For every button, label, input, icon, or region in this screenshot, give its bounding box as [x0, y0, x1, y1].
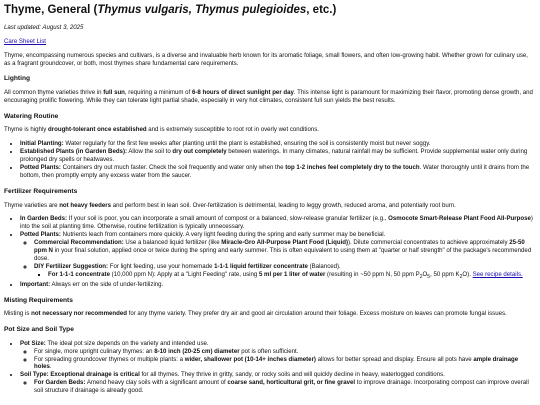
last-updated: Last updated: August 3, 2025: [4, 23, 84, 31]
intro-paragraph: Thyme, encompassing numerous species and cultivars, is a diverse and invaluable herb known for its aromatic foliage, small flowers, and often low-growing habit. Whether grown for culinary use, as a fragrant groundcover, or both, most thymes share fundamental care requirements.: [4, 51, 528, 67]
watering-list: [4, 140, 536, 180]
list-item: ◦ For single, more upright culinary thymes: an 8-10 inch (20-25 cm) diameter pot is often sufficient.: [34, 348, 536, 356]
watering-paragraph: Thyme is highly drought-tolerant once established and is extremely susceptible to root rot in overly wet conditions.: [4, 126, 319, 134]
recipe-details-link[interactable]: See recipe details.: [472, 270, 523, 278]
misting-heading: Misting Requirements: [4, 296, 73, 304]
list-item: ▪ For 1-1-1 concentrate (10,000 ppm N): Apply at a "Light Feeding" rate, using 5 ml per 1 liter of water (resulting in ~50 ppm N, 50 ppm $P_2O_5$, 50 ppm $K_2O$). See recipe details.: [48, 271, 536, 281]
pot-soil-list: [4, 340, 536, 395]
list-item: ◦ For Garden Beds: Amend heavy clay soils with a significant amount of coarse sand, horticultural grit, or fine gravel to improve drainage. Incorporating compost can improve overall soil structure if drainage is already good.: [34, 379, 536, 395]
lighting-heading: Lighting: [4, 75, 30, 83]
list-item: • Potted Plants: Containers dry out much faster. Check the soil frequently and water only when the top 1-2 inches feel completely dry to the touch. Water thoroughly until it drains from the bottom, then promptly empty any excess water from the saucer.: [20, 164, 536, 180]
list-item: • Pot Size: The ideal pot size depends on the variety and intended use. ◦ For single, more upright culinary thymes: an 8-10 inch (20-25 cm) diameter pot is often sufficient. ◦ For spreading groundcover thymes or multiple plants: a wider, shallower pot (10-14+ inches diameter) allows for better spread and display. Ensure all pots have ample drainage holes.: [20, 340, 536, 372]
list-item: ◦ For spreading groundcover thymes or multiple plants: a wider, shallower pot (10-14+ inches diameter) allows for better spread and display. Ensure all pots have ample drainage holes.: [34, 356, 536, 372]
list-item: • Established Plants (in Garden Beds): Allow the soil to dry out completely between waterings. In many climates, natural rainfall may be sufficient. Provide supplemental water only during prolonged dry spells or heatwaves.: [20, 148, 536, 164]
fertilizer-heading: Fertilizer Requirements: [4, 187, 78, 195]
lighting-paragraph: All common thyme varieties thrive in full sun, requiring a minimum of 6-8 hours of direct sunlight per day. This intense light is paramount for maximizing their flavor, promoting dense growth, and encouraging prolific flowering. While they can tolerate light partial shade, especially in very hot climates, consistent full sun yields the best results.: [4, 89, 533, 104]
list-item: ◦ Commercial Recommendation: Use a balanced liquid fertilizer (like Miracle-Gro All-Purpose Plant Food (Liquid)). Dilute commercial concentrates to achieve approximately 25-50 ppm N in your final solution, applied once or twice during the spring and early summer. This is often equivalent to using them at "quarter or half strength" of the package's recommended dose.: [34, 239, 536, 263]
list-item: • Initial Planting: Water regularly for the first few weeks after planting until the plant is established, ensuring the soil is consistently moist but never soggy.: [20, 140, 536, 148]
list-item: • Potted Plants: Nutrients leach from containers more quickly. A very light feeding during the spring and early summer may be beneficial. ◦ Commercial Recommendation: Use a balanced liquid fertilizer (like Miracle-Gro All-Purpose Plant Food (Liquid)). Dilute commercial concentrates to achieve approximately 25-50 ppm N in your final solution, applied once or twice during the spring and early summer. This is often equivalent to using them at "quarter or half strength" of the package's recommended dose. ◦ DIY Fertilizer Suggestion: For light feeding, use your homemade 1-1-1 liquid fertilizer concentrate (Balanced). ▪ For 1-1-1 concentrate (10,000 ppm N): Apply at a "Light Feeding" rate, using 5 ml per 1 liter of water (resulting in ~50 ppm N, 50 ppm $P_2O_5$, 50 ppm $K_2O$). See recipe details.: [20, 231, 536, 280]
pot-soil-heading: Pot Size and Soil Type: [4, 326, 74, 334]
watering-heading: Watering Routine: [4, 112, 59, 120]
list-item: • In Garden Beds: If your soil is poor, you can incorporate a small amount of compost or a balanced, slow-release granular fertilizer (e.g., Osmocote Smart-Release Plant Food All-Purpose) into the soil at planting time. Otherwise, routine fertilization is typically unnecessary.: [20, 215, 536, 231]
care-sheet-list-link[interactable]: Care Sheet List: [4, 37, 47, 45]
list-item: ◦ DIY Fertilizer Suggestion: For light feeding, use your homemade 1-1-1 liquid fertilizer concentrate (Balanced). ▪ For 1-1-1 concentrate (10,000 ppm N): Apply at a "Light Feeding" rate, using 5 ml per 1 liter of water (resulting in ~50 ppm N, 50 ppm $P_2O_5$, 50 ppm $K_2O$). See recipe details.: [34, 263, 536, 281]
list-item: • Soil Type: Exceptional drainage is critical for all thymes. They thrive in gritty, sandy, or rocky soils and will quickly decline in heavy, waterlogged conditions. ◦ For Garden Beds: Amend heavy clay soils with a significant amount of coarse sand, horticultural grit, or fine gravel to improve drainage. Incorporating compost can improve overall soil structure if drainage is already good.: [20, 371, 536, 395]
fertilizer-paragraph: Thyme varieties are not heavy feeders and perform best in lean soil. Over-fertilization is detrimental, leading to leggy growth, reduced aroma, and potentially root burn.: [4, 201, 456, 209]
page-title: Thyme, General (Thymus vulgaris, Thymus pulegioides, etc.): [4, 4, 337, 16]
misting-paragraph: Misting is not necessary nor recommended for any thyme variety. They prefer dry air and good air circulation around their foliage. Excess moisture on leaves can promote fungal issues.: [4, 310, 507, 318]
fertilizer-list: [4, 215, 536, 288]
list-item: • Important: Always err on the side of under-fertilizing.: [20, 281, 536, 289]
